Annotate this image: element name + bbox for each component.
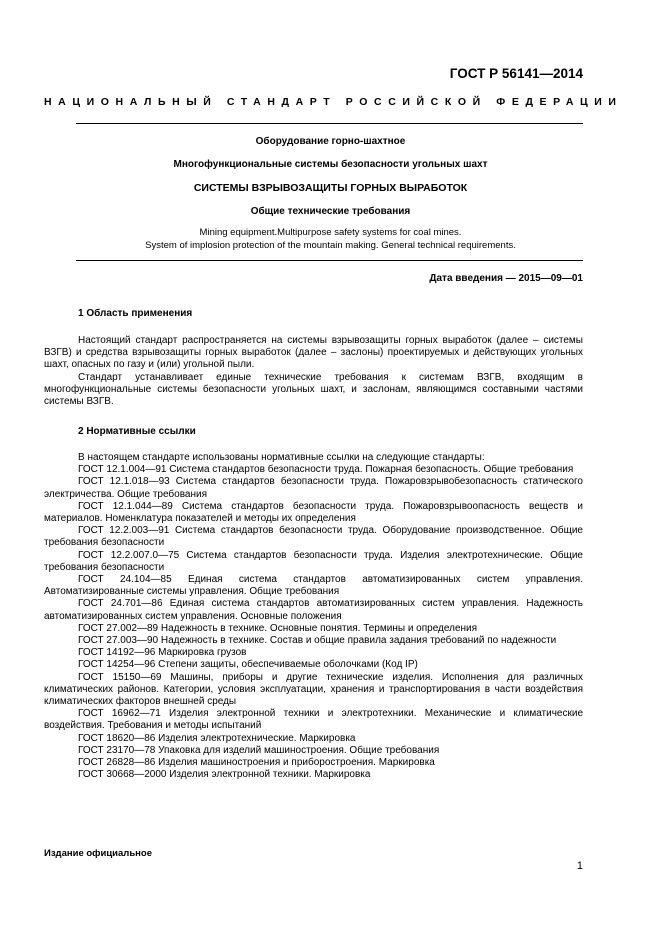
section-1-paragraph-2: Стандарт устанавливает единые технические требования к системам ВЗГВ, входящим в многофункциональные системы безопасности угольных шахт, и заслонам, являющимся составными частями системы ВЗГВ. <box>44 371 583 408</box>
references-intro: В настоящем стандарте использованы нормативные ссылки на следующие стандарты: <box>78 452 485 463</box>
section-1-title: 1 Область применения <box>78 308 193 319</box>
reference-item: ГОСТ 12.2.007.0—75 Система стандартов безопасности труда. Изделия электротехнические. Общие требования безопасности <box>44 549 583 573</box>
reference-item: ГОСТ 15150—69 Машины, приборы и другие технические изделия. Исполнения для различных климатических районов. Категории, условия эксплуатации, хранения и транспортирования в части воздействия климатических факторов внешней среды <box>44 671 583 708</box>
title-line-2: Многофункциональные системы безопасности угольных шахт <box>173 159 488 170</box>
reference-item: ГОСТ 14192—96 Маркировка грузов <box>78 647 247 659</box>
reference-item: ГОСТ 30668—2000 Изделия электронной техники. Маркировка <box>78 769 371 781</box>
official-edition-label: Издание официальное <box>44 848 152 859</box>
gost-number: ГОСТ Р 56141—2014 <box>449 66 583 81</box>
normative-references <box>44 452 583 781</box>
reference-item: ГОСТ 26828—86 Изделия машиностроения и приборостроения. Маркировка <box>78 757 435 769</box>
reference-item: ГОСТ 14254—96 Степени защиты, обеспечиваемые оболочками (Код IP) <box>78 659 418 671</box>
reference-item: ГОСТ 24.701—86 Единая система стандартов автоматизированных систем управления. Надежность автоматизированных систем управления. Основные положения <box>44 598 583 622</box>
reference-item: ГОСТ 27.003—90 Надежность в технике. Состав и общие правила задания требований по надежности <box>78 635 557 647</box>
title-line-1: Оборудование горно-шахтное <box>255 136 406 147</box>
reference-item: ГОСТ 12.1.044—89 Система стандартов безопасности труда. Пожаровзрывоопасность веществ и материалов. Номенклатура показателей и методы их определения <box>44 500 583 525</box>
reference-item: ГОСТ 18620—86 Изделия электротехнические. Маркировка <box>78 732 356 744</box>
page-number: 1 <box>576 860 583 872</box>
reference-item: ГОСТ 12.2.003—91 Система стандартов безопасности труда. Оборудование производственное. Общие требования безопасности <box>44 525 583 549</box>
title-line-3: СИСТЕМЫ ВЗРЫВОЗАЩИТЫ ГОРНЫХ ВЫРАБОТОК <box>193 182 468 194</box>
national-standard-heading: НАЦИОНАЛЬНЫЙ СТАНДАРТ РОССИЙСКОЙ ФЕДЕРАЦИИ <box>44 96 623 108</box>
header-rule <box>76 123 583 124</box>
reference-item: ГОСТ 16962—71 Изделия электронной техники и электротехники. Механические и климатические воздействия. Требования и методы испытаний <box>44 708 583 732</box>
reference-item: ГОСТ 23170—78 Упаковка для изделий машиностроения. Общие требования <box>78 744 440 756</box>
reference-item: ГОСТ 27.002—89 Надежность в технике. Основные понятия. Термины и определения <box>78 622 478 634</box>
section-2-title: 2 Нормативные ссылки <box>78 426 196 437</box>
reference-item: ГОСТ 24.104—85 Единая система стандартов автоматизированных систем управления. Автоматизированные системы управления. Общие требования <box>44 574 583 598</box>
introduction-date: Дата введения — 2015—09—01 <box>429 273 583 284</box>
section-1-paragraph-1: Настоящий стандарт распространяется на системы взрывозащиты горных выработок (далее – системы ВЗГВ) и средства взрывозащиты горных выработок (далее – заслоны) проектируемых и действующих угольных шахт, опасных по газу и (или) угольной пыли. <box>44 335 583 371</box>
section-1-body <box>44 335 583 408</box>
english-title-2: System of implosion protection of the mountain making. General technical requirements. <box>145 240 516 251</box>
title-rule <box>76 260 583 261</box>
reference-item: ГОСТ 12.1.018—93 Система стандартов безопасности труда. Пожаровзрывобезопасность статического электричества. Общие требования <box>44 476 583 500</box>
english-title-1: Mining equipment.Multipurpose safety systems for coal mines. <box>199 227 462 238</box>
title-line-4: Общие технические требования <box>250 206 411 217</box>
reference-item: ГОСТ 12.1.004—91 Система стандартов безопасности труда. Пожарная безопасность. Общие требования <box>78 464 574 476</box>
